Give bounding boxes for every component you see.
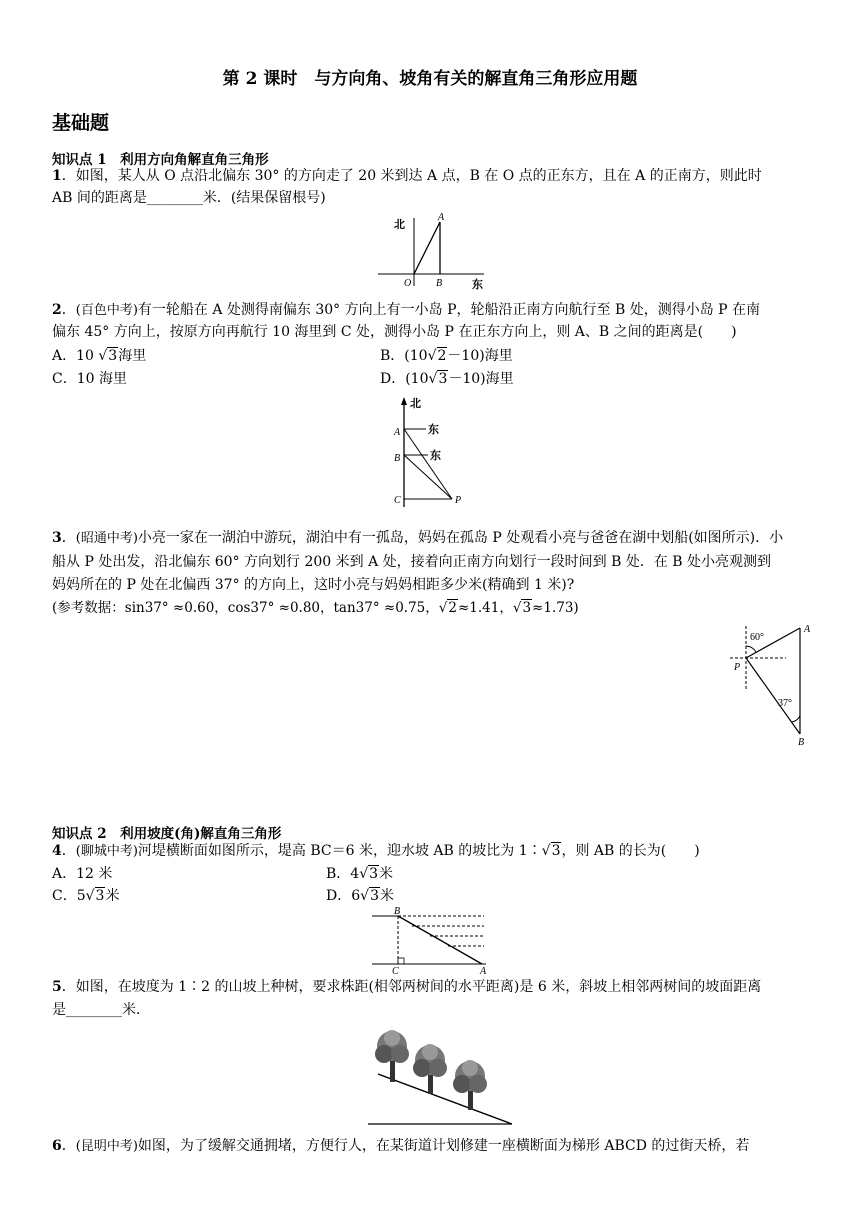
q2-north-label: 北 [410,398,421,410]
q4-source: (聊城中考) [75,844,138,859]
q3-angle-60-label: 60° [750,632,764,643]
q5-line-2: 是________米． [52,1002,150,1018]
q1-label-a: A [438,212,445,223]
q3-label-b: B [798,737,805,748]
q3-source: (昭通中考) [75,531,138,546]
q4-option-b: B．4√3米 [326,866,394,882]
q1-line-2: AB 间的距离是________米．(结果保留根号) [52,190,326,206]
section-heading: 基础题 [52,112,110,134]
q3-angle-arc-37 [792,716,800,722]
q3-number: 3 [52,530,62,546]
q5-text-1: ．如图，在坡度为 1∶2 的山坡上种树，要求株距(相邻两树间的水平距离)是 6 米，斜坡上相邻两树间的坡面距离 [61,979,762,995]
q6-line-1: 6．(昆明中考)如图，为了缓解交通拥堵，方便行人，在某街道计划修建一座横断面为梯形 ABCD 的过街天桥，若 [52,1138,750,1154]
q4-option-d: D．6√3米 [326,888,394,904]
q4-label-a: A [480,966,487,976]
q5-slope-line [378,1074,512,1124]
q2-figure [388,395,468,513]
q2-label-a: A [394,427,401,438]
q1-north-label: 北 [394,219,405,231]
q5-number: 5 [52,979,62,995]
q3-figure [726,618,820,748]
q1-figure [372,212,492,294]
q1-text-1: ．如图，某人从 O 点沿北偏东 30° 的方向走了 20 米到达 A 点，B 在 O 点的正东方，且在 A 的正南方，则此时 [61,168,762,184]
q2-option-d: D．(10√3－10)海里 [380,371,514,387]
q2-segment-bp [404,455,452,499]
q2-option-c: C．10 海里 [52,371,127,387]
q4-right-angle-mark [398,958,404,964]
q5-figure [362,1024,516,1128]
q2-line-1: 2．(百色中考)有一轮船在 A 处测得南偏东 30° 方向上有一小岛 P，轮船沿正南方向航行至 B 处，测得小岛 P 在南 [52,302,761,318]
q4-option-c: C．5√3米 [52,888,120,904]
q2-option-b: B．(10√2－10)海里 [380,348,513,364]
q1-line-1 [52,166,762,186]
q2-line-2: 偏东 45° 方向上，按原方向再航行 10 海里到 C 处，测得小岛 P 在正东方向上，则 A、B 之间的距离是( ) [52,324,737,340]
q3-angle-arc-60 [746,646,756,652]
q6-number: 6 [52,1138,62,1154]
q2-east-label-1: 东 [428,424,439,436]
q1-label-o: O [404,278,412,289]
q2-east-label-2: 东 [430,450,441,462]
q4-label-b: B [394,906,401,917]
q3-line-1: 3．(昭通中考)小亮一家在一湖泊中游玩，湖泊中有一孤岛，妈妈在孤岛 P 处观看小亮与爸爸在湖中划船(如图所示)．小 [52,530,784,546]
q4-figure [368,906,492,976]
q3-angle-37-label: 37° [778,698,792,709]
q3-text-1: 小亮一家在一湖泊中游玩，湖泊中有一孤岛，妈妈在孤岛 P 处观看小亮与爸爸在湖中划船(如图所示)．小 [137,530,784,546]
q3-segment-pb [746,658,800,734]
tree-3-icon [453,1060,487,1110]
q2-number: 2 [52,302,62,318]
q3-label-a: A [804,624,811,635]
q2-label-p: P [455,495,462,506]
q1-number: 1 [52,168,62,184]
q3-line-3: 妈妈所在的 P 处在北偏西 37° 的方向上，这时小亮与妈妈相距多少米(精确到 1 米)? [52,577,575,593]
q3-line-2: 船从 P 处出发，沿北偏东 60° 方向划行 200 米到 A 处，接着向正南方向划行一段时间到 B 处．在 B 处小亮观测到 [52,554,772,570]
q1-east-label: 东 [472,279,483,291]
q2-option-a: A．10 √3海里 [52,348,147,364]
q2-source: (百色中考) [75,303,138,318]
q4-option-a: A．12 米 [52,866,113,882]
knowledge-point-2-heading: 知识点 2 利用坡度(角)解直角三角形 [52,826,282,842]
q4-number: 4 [52,843,62,859]
q1-segment-oa [414,222,440,274]
q4-label-c: C [392,966,399,976]
q2-segment-ap [404,429,452,499]
q2-text-1: 有一轮船在 A 处测得南偏东 30° 方向上有一小岛 P，轮船沿正南方向航行至 B 处，测得小岛 P 在南 [137,302,761,318]
q4-slope-ab [398,916,482,964]
q6-source: (昆明中考) [75,1139,138,1154]
q6-text-1: 如图，为了缓解交通拥堵，方便行人，在某街道计划修建一座横断面为梯形 ABCD 的过街天桥，若 [137,1138,750,1154]
knowledge-point-1-heading: 知识点 1 利用方向角解直角三角形 [52,152,269,168]
q2-north-arrow-icon [401,397,407,405]
q3-reference-data: (参考数据：sin37° ≈0.60，cos37° ≈0.80，tan37° ≈0.75，√2≈1.41，√3≈1.73) [52,600,579,616]
q5-line-1 [52,977,761,997]
tree-2-icon [413,1044,447,1094]
q4-line-1: 4．(聊城中考)河堤横断面如图所示，堤高 BC＝6 米，迎水坡 AB 的坡比为 1∶√3，则 AB 的长为( ) [52,843,700,859]
q3-label-p: P [734,662,741,673]
q2-label-b: B [394,453,401,464]
q1-label-b: B [436,278,443,289]
page-title: 第 2 课时 与方向角、坡角有关的解直角三角形应用题 [222,69,638,89]
q2-label-c: C [394,495,401,506]
